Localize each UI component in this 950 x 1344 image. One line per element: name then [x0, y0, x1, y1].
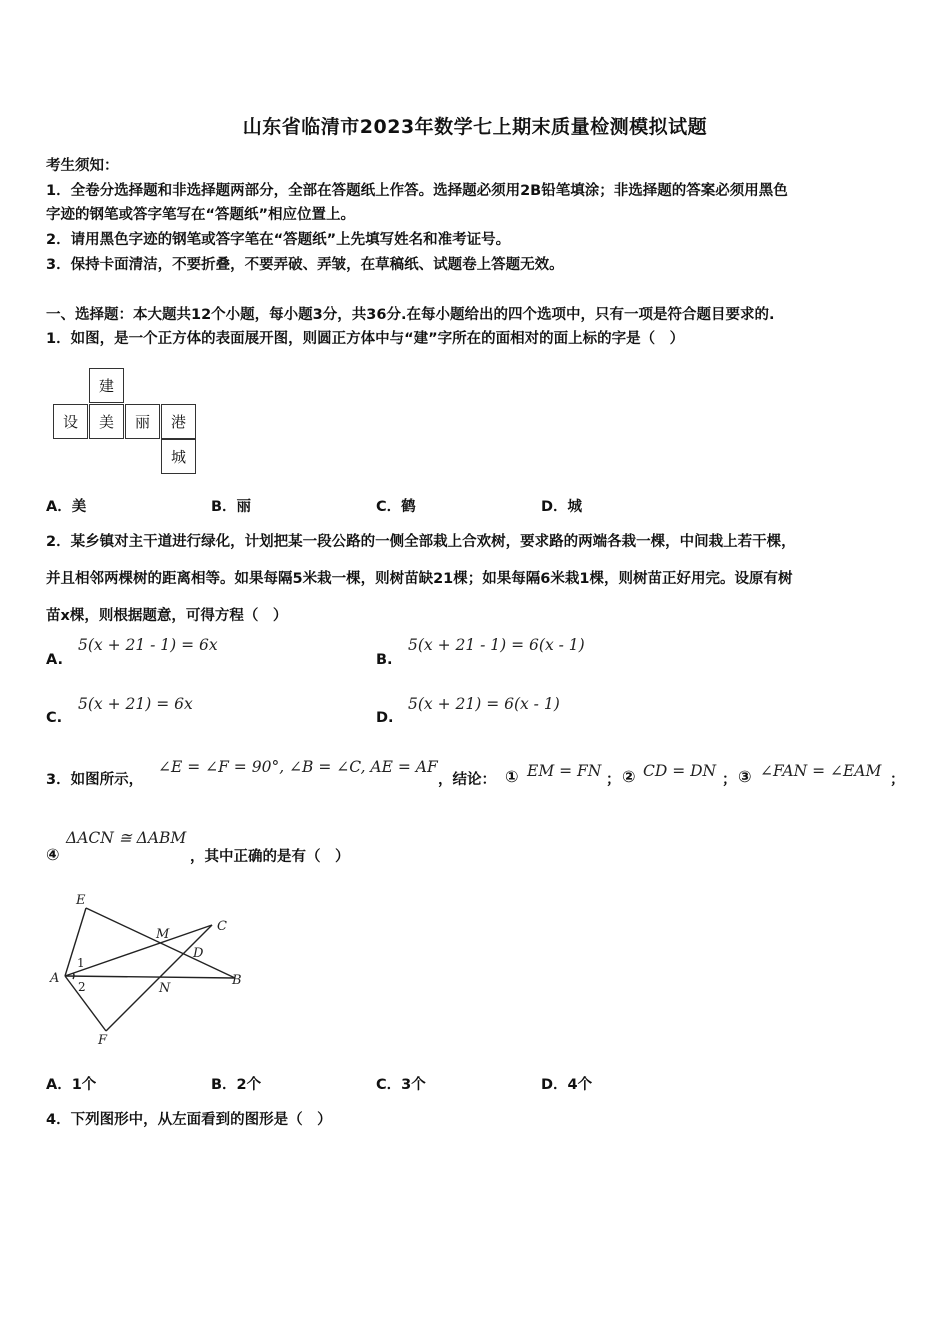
q2-option-c-formula: 5(x + 21) = 6x	[78, 695, 193, 713]
notice-line-1b: 字迹的钢笔或答字笔写在“答题纸”相应位置上。	[46, 207, 356, 223]
q2-option-a-label[interactable]: A.	[46, 652, 63, 668]
net-cell-1: 设	[53, 404, 88, 439]
notice-line-1a: 1．全卷分选择题和非选择题两部分，全部在答题纸上作答。选择题必须用2B铅笔填涂；非选择题的答案必须用黑色	[46, 183, 788, 199]
label-b: B	[232, 973, 242, 988]
q3-conclusion-1: EM = FN	[527, 762, 602, 780]
q3-c3-mark: ③	[738, 767, 752, 786]
q3-given: ∠E = ∠F = 90°, ∠B = ∠C, AE = AF	[158, 758, 438, 776]
q2-option-d-formula: 5(x + 21) = 6(x - 1)	[408, 695, 560, 713]
q2-line-1: 2．某乡镇对主干道进行绿化，计划把某一段公路的一侧全部栽上合欢树，要求路的两端各栽一棵，中间栽上若干棵，	[46, 534, 796, 550]
q3-conclusion-3: ∠FAN = ∠EAM	[760, 762, 882, 780]
q1-option-c[interactable]: C．鹤	[376, 499, 416, 515]
label-c: C	[217, 919, 227, 934]
label-n: N	[159, 981, 171, 996]
q3-sep-2: ；	[722, 772, 737, 788]
q2-line-3: 苗x棵，则根据题意，可得方程（ ）	[46, 608, 288, 624]
q4-stem: 4．下列图形中，从左面看到的图形是（ ）	[46, 1112, 332, 1128]
label-f: F	[98, 1033, 108, 1048]
page-title: 山东省临清市2023年数学七上期末质量检测模拟试题	[242, 116, 708, 138]
label-a: A	[50, 971, 60, 986]
q3-suffix: ，其中正确的是有（ ）	[190, 849, 350, 865]
label-m: M	[156, 927, 170, 942]
q3-geometry-figure	[40, 885, 260, 1050]
q3-conclusion-4: ΔACN ≅ ΔABM	[66, 829, 187, 847]
q2-option-b-formula: 5(x + 21 - 1) = 6(x - 1)	[408, 636, 585, 654]
label-d: D	[193, 946, 204, 961]
q1-stem: 1．如图，是一个正方体的表面展开图，则圆正方体中与“建”字所在的面相对的面上标的字是（ ）	[46, 331, 685, 347]
notice-line-2: 2．请用黑色字迹的钢笔或答字笔在“答题纸”上先填写姓名和准考证号。	[46, 232, 511, 248]
label-angle-1: 1	[77, 956, 85, 970]
q1-option-a[interactable]: A．美	[46, 499, 87, 515]
q3-conclusion-label: ，结论：	[438, 772, 496, 788]
q3-conclusion-2: CD = DN	[643, 762, 717, 780]
q3-c2-mark: ②	[622, 767, 636, 786]
net-cell-top: 建	[89, 368, 124, 403]
q2-option-a-formula: 5(x + 21 - 1) = 6x	[78, 636, 218, 654]
section-heading: 一、选择题：本大题共12个小题，每小题3分，共36分.在每小题给出的四个选项中，只有一项是符合题目要求的.	[46, 307, 775, 323]
net-cell-3: 丽	[125, 404, 160, 439]
segment-ab	[65, 976, 235, 978]
q3-sep-3: ；	[890, 772, 905, 788]
q1-option-b[interactable]: B．丽	[211, 499, 252, 515]
q3-sep-1: ；	[606, 772, 621, 788]
q2-option-d-label[interactable]: D.	[376, 710, 394, 726]
q2-option-c-label[interactable]: C.	[46, 710, 63, 726]
q3-option-a[interactable]: A．1个	[46, 1077, 97, 1093]
q3-prefix: 3．如图所示，	[46, 772, 144, 788]
q3-option-d[interactable]: D．4个	[541, 1077, 593, 1093]
net-cell-4: 港	[161, 404, 196, 439]
net-cell-2: 美	[89, 404, 124, 439]
q1-option-d[interactable]: D．城	[541, 499, 583, 515]
label-e: E	[76, 893, 86, 908]
notice-line-3: 3．保持卡面清洁，不要折叠，不要弄破、弄皱，在草稿纸、试题卷上答题无效。	[46, 257, 564, 273]
q3-option-b[interactable]: B．2个	[211, 1077, 262, 1093]
q2-option-b-label[interactable]: B.	[376, 652, 393, 668]
notice-heading: 考生须知：	[46, 158, 119, 174]
net-cell-bottom: 城	[161, 439, 196, 474]
q3-c4-mark: ④	[46, 845, 60, 864]
q3-c1-mark: ①	[505, 767, 519, 786]
q3-option-c[interactable]: C．3个	[376, 1077, 426, 1093]
label-angle-2: 2	[78, 980, 86, 994]
q2-line-2: 并且相邻两棵树的距离相等。如果每隔5米栽一棵，则树苗缺21棵；如果每隔6米栽1棵，则树苗正好用完。设原有树	[46, 571, 793, 587]
